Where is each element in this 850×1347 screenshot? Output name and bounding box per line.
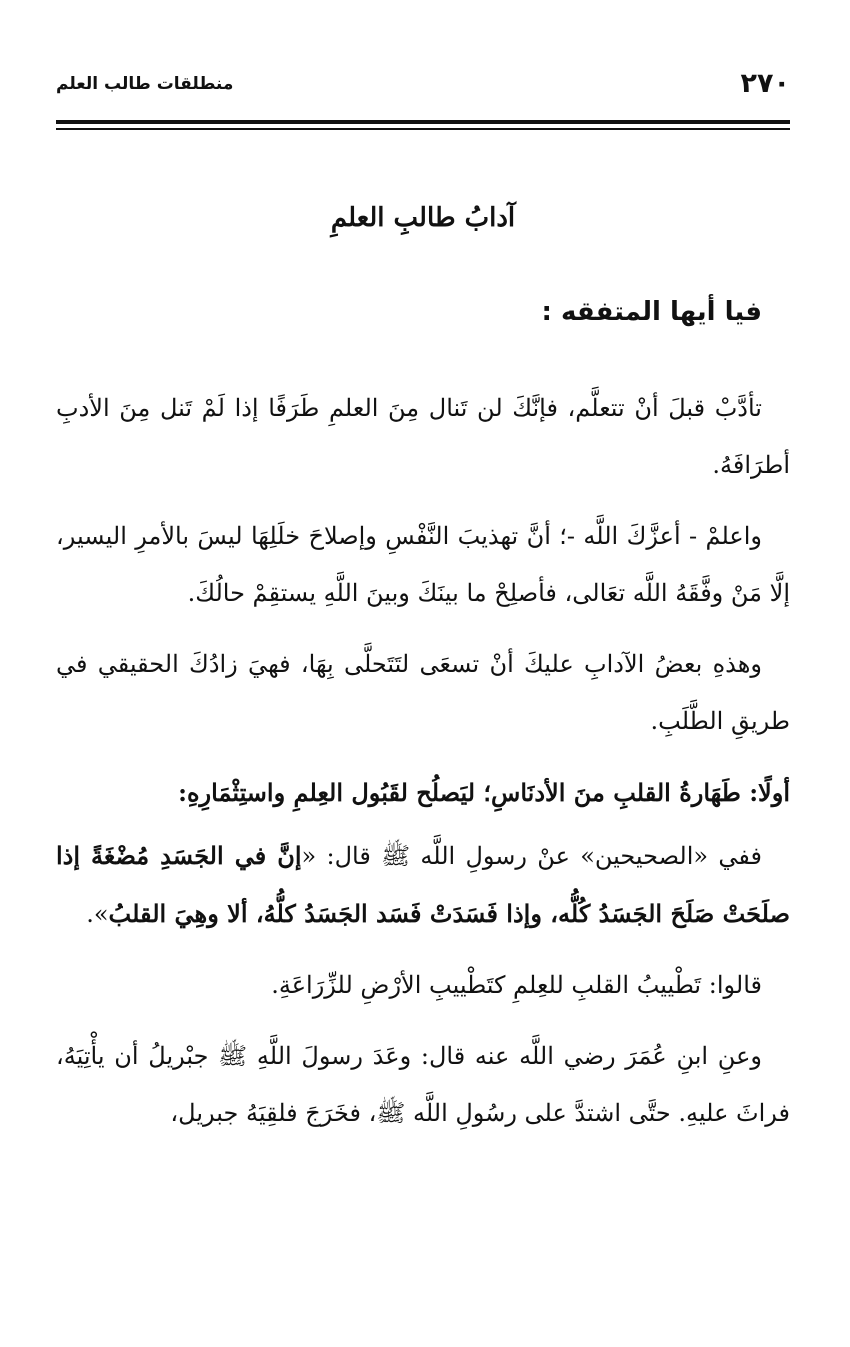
address-line: فيا أيها المتفقه :	[541, 297, 762, 327]
paragraph-5: قالوا: تَطْييبُ القلبِ للعِلمِ كتَطْييبِ الأرْضِ للزِّرَاعَةِ.	[271, 971, 762, 999]
running-title: منطلقات طالب العلم	[56, 74, 234, 94]
paragraph-3: وهذهِ بعضُ الآدابِ عليكَ أنْ تسعَى لتَتَحلَّى بِهَا، فهيَ زادُكَ الحقيقي في طريقِ الطَّلَبِ.	[56, 650, 790, 735]
header-rule-thin	[56, 128, 790, 130]
paragraph-2: واعلمْ - أعزَّكَ اللَّه -؛ أنَّ تهذيبَ النَّفْسِ وإصلاحَ خلَلِهَا ليسَ بالأمرِ اليسير، إلَّا مَنْ وفَّقَهُ اللَّه تعَالى، فأصلِحْ ما بينَكَ وبينَ اللَّهِ يستقِمْ حالُكَ.	[56, 522, 790, 607]
paragraph-4	[56, 827, 790, 943]
paragraph-6: وعنِ ابنِ عُمَرَ رضي اللَّه عنه قال: وعَدَ رسولَ اللَّهِ ﷺ جبْريلُ أن يأْتِيَهُ، فراثَ عليهِ. حتَّى اشتدَّ على رسُولِ اللَّه ﷺ، فخَرَجَ فلقِيَهُ جبريل،	[56, 1042, 790, 1127]
chapter-title: آدابُ طالبِ العلمِ	[330, 203, 516, 233]
page-number: ٢٧٠	[740, 68, 790, 99]
hadith-close: ».	[86, 900, 109, 928]
section-heading-1: أولًا: طَهَارةُ القلبِ منَ الأدنَاسِ؛ ليَصلُح لقَبُول العِلمِ واستِثْمَارِهِ:	[178, 778, 790, 807]
hadith-text: إنَّ في الجَسَدِ مُضْغَةً إذا صلَحَتْ صَلَحَ الجَسَدُ كُلُّه، وإذا فَسَدَتْ فَسَد الجَسَدُ كلُّهُ، ألا وهِيَ القلبُ	[56, 841, 790, 928]
header-rule-thick	[56, 120, 790, 124]
paragraph-1: تأدَّبْ قبلَ أنْ تتعلَّم، فإنَّكَ لن تَنال مِنَ العلمِ طَرَفًا إذا لَمْ تَنل مِنَ الأدبِ أطرَافَهُ.	[56, 394, 790, 479]
page-header	[56, 68, 790, 108]
hadith-intro: ففي «الصحيحين» عنْ رسولِ اللَّه ﷺ قال: «	[301, 842, 763, 870]
page-content	[56, 190, 790, 1156]
